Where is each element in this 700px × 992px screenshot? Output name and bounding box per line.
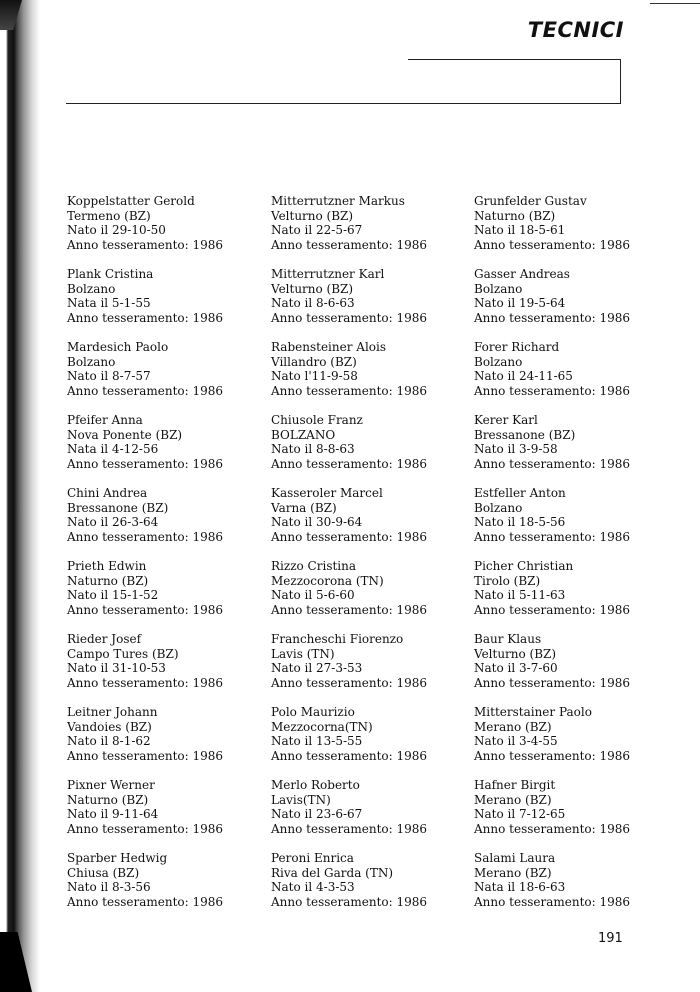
person-entry bbox=[474, 340, 674, 413]
entry-name: Baur Klaus bbox=[474, 632, 542, 646]
person-entry bbox=[271, 486, 471, 559]
person-entry bbox=[67, 340, 267, 413]
entry-place: Campo Tures (BZ) bbox=[67, 646, 179, 661]
entry-name: Mitterrutzner Karl bbox=[271, 267, 385, 281]
entry-name: Pfeifer Anna bbox=[67, 413, 143, 427]
entry-year: Anno tesseramento: 1986 bbox=[271, 456, 428, 471]
book-binding-shadow bbox=[0, 0, 40, 992]
person-entry bbox=[67, 705, 267, 778]
person-entry bbox=[474, 413, 674, 486]
entry-year: Anno tesseramento: 1986 bbox=[271, 894, 428, 909]
person-entry bbox=[67, 486, 267, 559]
person-entry bbox=[67, 632, 267, 705]
entry-birth: Nato il 30-9-64 bbox=[271, 515, 363, 530]
entry-year: Anno tesseramento: 1986 bbox=[474, 456, 631, 471]
entry-birth: Nato il 7-12-65 bbox=[474, 807, 566, 822]
entry-birth: Nato il 5-6-60 bbox=[271, 588, 355, 603]
person-entry bbox=[474, 851, 674, 924]
entry-place: Merano (BZ) bbox=[474, 719, 552, 734]
entry-year: Anno tesseramento: 1986 bbox=[474, 602, 631, 617]
entry-birth: Nato il 18-5-61 bbox=[474, 223, 566, 238]
entry-birth: Nato il 29-10-50 bbox=[67, 223, 166, 238]
person-entry bbox=[474, 632, 674, 705]
entry-place: Lavis (TN) bbox=[271, 646, 335, 661]
entry-place: Bressanone (BZ) bbox=[474, 427, 576, 442]
person-entry bbox=[474, 705, 674, 778]
person-entry bbox=[271, 413, 471, 486]
entry-name: Hafner Birgit bbox=[474, 778, 556, 792]
person-entry bbox=[474, 486, 674, 559]
person-entry bbox=[67, 194, 267, 267]
person-entry bbox=[271, 778, 471, 851]
entry-name: Leitner Johann bbox=[67, 705, 158, 719]
entry-birth: Nato il 3-7-60 bbox=[474, 661, 558, 676]
entry-name: Gasser Andreas bbox=[474, 267, 570, 281]
entry-birth: Nato il 5-11-63 bbox=[474, 588, 566, 603]
entry-year: Anno tesseramento: 1986 bbox=[271, 529, 428, 544]
entry-name: Sparber Hedwig bbox=[67, 851, 168, 865]
person-entry bbox=[271, 194, 471, 267]
entry-name: Kerer Karl bbox=[474, 413, 538, 427]
entry-year: Anno tesseramento: 1986 bbox=[474, 894, 631, 909]
entry-year: Anno tesseramento: 1986 bbox=[474, 237, 631, 252]
person-entry bbox=[271, 632, 471, 705]
person-entry bbox=[271, 559, 471, 632]
entry-name: Pixner Werner bbox=[67, 778, 155, 792]
entry-name: Koppelstatter Gerold bbox=[67, 194, 195, 208]
entry-name: Rabensteiner Alois bbox=[271, 340, 387, 354]
person-entry bbox=[271, 340, 471, 413]
entry-place: Mezzocorna(TN) bbox=[271, 719, 373, 734]
person-entry bbox=[474, 778, 674, 851]
entry-birth: Nata il 5-1-55 bbox=[67, 296, 151, 311]
entry-name: Chiusole Franz bbox=[271, 413, 363, 427]
entry-place: Riva del Garda (TN) bbox=[271, 865, 394, 880]
entry-year: Anno tesseramento: 1986 bbox=[474, 529, 631, 544]
person-entry bbox=[474, 267, 674, 340]
entry-place: Bolzano bbox=[67, 354, 116, 369]
entry-name: Estfeller Anton bbox=[474, 486, 566, 500]
entry-place: Bolzano bbox=[474, 281, 523, 296]
entry-place: Velturno (BZ) bbox=[271, 281, 354, 296]
entry-place: Merano (BZ) bbox=[474, 865, 552, 880]
entry-place: Merano (BZ) bbox=[474, 792, 552, 807]
entry-birth: Nato il 31-10-53 bbox=[67, 661, 166, 676]
entry-name: Forer Richard bbox=[474, 340, 560, 354]
entry-year: Anno tesseramento: 1986 bbox=[271, 383, 428, 398]
column-right bbox=[474, 194, 674, 924]
entry-birth: Nato il 8-1-62 bbox=[67, 734, 151, 749]
entry-birth: Nato il 3-9-58 bbox=[474, 442, 558, 457]
entry-year: Anno tesseramento: 1986 bbox=[271, 602, 428, 617]
entry-place: Tirolo (BZ) bbox=[474, 573, 541, 588]
entry-year: Anno tesseramento: 1986 bbox=[474, 675, 631, 690]
entry-year: Anno tesseramento: 1986 bbox=[67, 310, 224, 325]
person-entry bbox=[271, 267, 471, 340]
person-entry bbox=[67, 778, 267, 851]
entry-year: Anno tesseramento: 1986 bbox=[271, 748, 428, 763]
entry-place: Villandro (BZ) bbox=[271, 354, 357, 369]
title-frame-top bbox=[408, 59, 620, 60]
entry-year: Anno tesseramento: 1986 bbox=[67, 748, 224, 763]
entry-birth: Nato il 27-3-53 bbox=[271, 661, 363, 676]
entry-birth: Nato il 26-3-64 bbox=[67, 515, 159, 530]
entry-place: BOLZANO bbox=[271, 427, 336, 442]
entry-name: Mitterstainer Paolo bbox=[474, 705, 592, 719]
person-entry bbox=[271, 705, 471, 778]
entry-birth: Nato il 8-7-57 bbox=[67, 369, 151, 384]
column-middle bbox=[271, 194, 471, 924]
page-number: 191 bbox=[598, 931, 623, 946]
entry-name: Francheschi Fiorenzo bbox=[271, 632, 404, 646]
entry-name: Prieth Edwin bbox=[67, 559, 147, 573]
entry-birth: Nato il 8-8-63 bbox=[271, 442, 355, 457]
person-entry bbox=[474, 559, 674, 632]
entry-place: Termeno (BZ) bbox=[67, 208, 151, 223]
entry-birth: Nato il 15-1-52 bbox=[67, 588, 159, 603]
entry-name: Rieder Josef bbox=[67, 632, 142, 646]
entry-year: Anno tesseramento: 1986 bbox=[271, 237, 428, 252]
entry-name: Rizzo Cristina bbox=[271, 559, 357, 573]
entry-year: Anno tesseramento: 1986 bbox=[67, 237, 224, 252]
entry-birth: Nato il 13-5-55 bbox=[271, 734, 363, 749]
entry-name: Picher Christian bbox=[474, 559, 574, 573]
entry-name: Mardesich Paolo bbox=[67, 340, 169, 354]
entry-birth: Nata il 4-12-56 bbox=[67, 442, 159, 457]
entry-name: Merlo Roberto bbox=[271, 778, 360, 792]
entry-name: Mitterrutzner Markus bbox=[271, 194, 405, 208]
entry-year: Anno tesseramento: 1986 bbox=[474, 748, 631, 763]
entry-name: Kasseroler Marcel bbox=[271, 486, 383, 500]
entry-place: Mezzocorona (TN) bbox=[271, 573, 384, 588]
entry-birth: Nato il 19-5-64 bbox=[474, 296, 566, 311]
entry-year: Anno tesseramento: 1986 bbox=[67, 602, 224, 617]
entry-name: Grunfelder Gustav bbox=[474, 194, 587, 208]
entry-year: Anno tesseramento: 1986 bbox=[474, 383, 631, 398]
entry-place: Bolzano bbox=[474, 500, 523, 515]
person-entry bbox=[67, 413, 267, 486]
entry-year: Anno tesseramento: 1986 bbox=[67, 821, 224, 836]
entry-year: Anno tesseramento: 1986 bbox=[67, 675, 224, 690]
corner-rule bbox=[650, 3, 700, 4]
entry-name: Chini Andrea bbox=[67, 486, 148, 500]
entry-place: Velturno (BZ) bbox=[271, 208, 354, 223]
entry-year: Anno tesseramento: 1986 bbox=[271, 310, 428, 325]
entry-birth: Nato il 24-11-65 bbox=[474, 369, 573, 384]
entry-place: Varna (BZ) bbox=[271, 500, 337, 515]
entry-birth: Nata il 18-6-63 bbox=[474, 880, 566, 895]
entry-birth: Nato il 23-6-67 bbox=[271, 807, 363, 822]
entry-place: Velturno (BZ) bbox=[474, 646, 557, 661]
entry-place: Naturno (BZ) bbox=[474, 208, 556, 223]
entry-birth: Nato il 3-4-55 bbox=[474, 734, 558, 749]
entry-year: Anno tesseramento: 1986 bbox=[67, 456, 224, 471]
entry-year: Anno tesseramento: 1986 bbox=[271, 675, 428, 690]
entry-year: Anno tesseramento: 1986 bbox=[271, 821, 428, 836]
entry-birth: Nato il 9-11-64 bbox=[67, 807, 159, 822]
entry-place: Bressanone (BZ) bbox=[67, 500, 169, 515]
person-entry bbox=[67, 851, 267, 924]
entry-birth: Nato il 8-3-56 bbox=[67, 880, 151, 895]
entry-place: Naturno (BZ) bbox=[67, 792, 149, 807]
entry-birth: Nato il 18-5-56 bbox=[474, 515, 566, 530]
page-title: TECNICI bbox=[527, 18, 624, 42]
person-entry bbox=[67, 559, 267, 632]
entry-year: Anno tesseramento: 1986 bbox=[67, 383, 224, 398]
column-left bbox=[67, 194, 267, 924]
entry-year: Anno tesseramento: 1986 bbox=[67, 894, 224, 909]
entry-name: Polo Maurizio bbox=[271, 705, 355, 719]
person-entry bbox=[474, 194, 674, 267]
entry-place: Vandoies (BZ) bbox=[67, 719, 152, 734]
header-rule bbox=[66, 103, 621, 104]
person-entry bbox=[67, 267, 267, 340]
entry-year: Anno tesseramento: 1986 bbox=[474, 310, 631, 325]
entry-year: Anno tesseramento: 1986 bbox=[67, 529, 224, 544]
entry-birth: Nato l'11-9-58 bbox=[271, 369, 358, 384]
entry-birth: Nato il 8-6-63 bbox=[271, 296, 355, 311]
entry-name: Plank Cristina bbox=[67, 267, 154, 281]
entry-name: Peroni Enrica bbox=[271, 851, 354, 865]
person-entry bbox=[271, 851, 471, 924]
entry-place: Chiusa (BZ) bbox=[67, 865, 140, 880]
entry-name: Salami Laura bbox=[474, 851, 556, 865]
entry-place: Nova Ponente (BZ) bbox=[67, 427, 183, 442]
title-frame-right bbox=[620, 59, 621, 103]
entry-place: Bolzano bbox=[67, 281, 116, 296]
entry-birth: Nato il 22-5-67 bbox=[271, 223, 363, 238]
entry-year: Anno tesseramento: 1986 bbox=[474, 821, 631, 836]
entry-place: Bolzano bbox=[474, 354, 523, 369]
entry-birth: Nato il 4-3-53 bbox=[271, 880, 355, 895]
entry-place: Lavis(TN) bbox=[271, 792, 331, 807]
entry-place: Naturno (BZ) bbox=[67, 573, 149, 588]
